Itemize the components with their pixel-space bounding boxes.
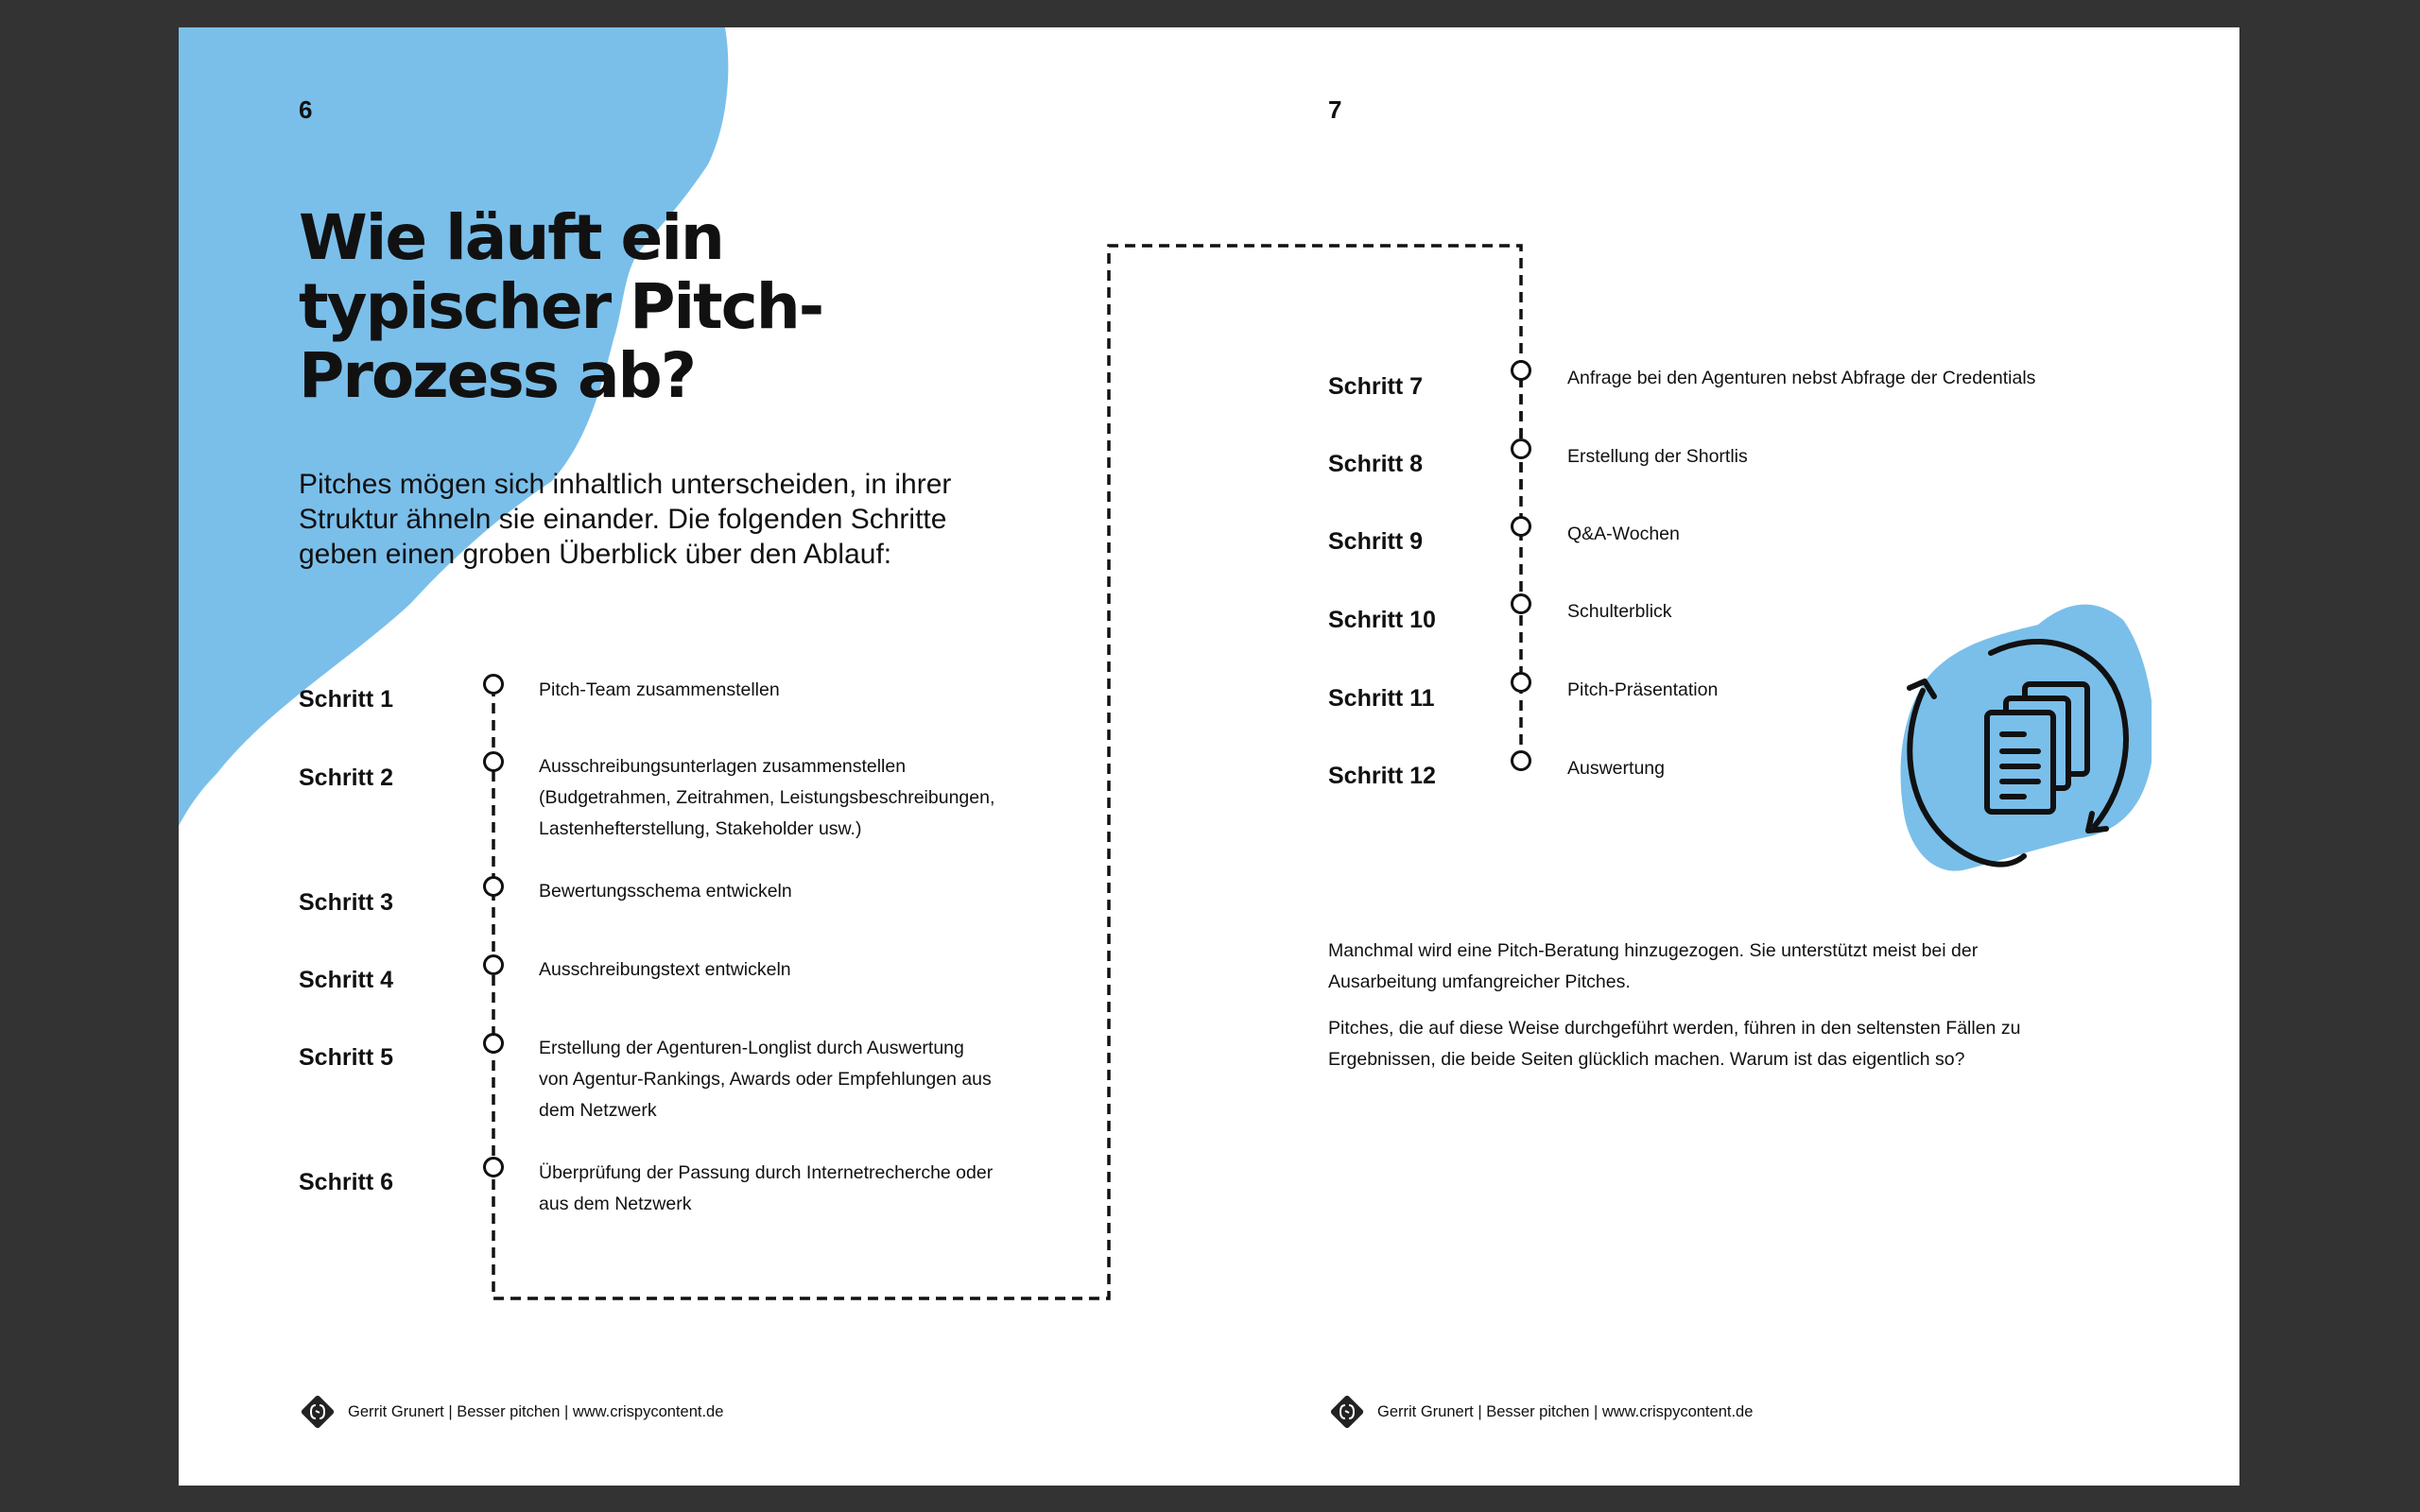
step-description [539,1033,992,1126]
step-label: Schritt 12 [1328,763,1436,789]
step-node-icon [1511,672,1531,693]
title-line: Wie läuft ein [299,201,723,274]
step-description-line: Bewertungsschema entwickeln [539,881,792,902]
step-description [539,1158,993,1220]
intro-paragraph [299,467,1074,572]
title-line: Prozess ab? [299,339,696,412]
step-node-icon [483,1157,504,1177]
step-description-line: (Budgetrahmen, Zeitrahmen, Leistungsbeschreibungen, [539,787,995,808]
step-label: Schritt 5 [299,1044,394,1071]
note-paragraph [1328,1013,2103,1075]
step-description [539,876,792,907]
step-description-line: Auswertung [1567,758,1665,779]
footer-left [299,1393,723,1431]
note-line: Manchmal wird eine Pitch-Beratung hinzugezogen. Sie unterstützt meist bei der [1328,940,1979,961]
step-node-icon [1511,438,1531,459]
crispycontent-logo-icon [1328,1393,1366,1431]
step-description [539,675,780,706]
note-line: Ergebnissen, die beide Seiten glücklich machen. Warum ist das eigentlich so? [1328,1049,1965,1070]
crispycontent-logo-icon [299,1393,337,1431]
step-description [1567,441,1748,472]
step-label: Schritt 3 [299,889,394,916]
step-description-line: Lastenhefterstellung, Stakeholder usw.) [539,818,862,839]
step-label: Schritt 1 [299,686,394,713]
step-node-icon [1511,750,1531,771]
footer-text: Gerrit Grunert | Besser pitchen | www.crispycontent.de [1377,1402,1754,1420]
intro-line: Pitches mögen sich inhaltlich unterscheiden, in ihrer [299,469,952,500]
footer-text: Gerrit Grunert | Besser pitchen | www.crispycontent.de [348,1402,724,1420]
step-description-line: Pitch-Team zusammenstellen [539,679,780,700]
step-label: Schritt 4 [299,967,394,993]
step-description [1567,753,1665,784]
intro-line: geben einen groben Überblick über den Ablauf: [299,539,892,570]
step-label: Schritt 2 [299,765,394,791]
note-line: Pitches, die auf diese Weise durchgeführt werden, führen in den seltensten Fällen zu [1328,1018,2021,1039]
page-title [299,203,1017,410]
footer-right [1328,1393,1753,1431]
note-line: Ausarbeitung umfangreicher Pitches. [1328,971,1631,992]
intro-line: Struktur ähneln sie einander. Die folgenden Schritte [299,504,947,535]
page-number-right: 7 [1328,95,1342,124]
step-description [1567,363,2035,394]
step-description-line: Ausschreibungstext entwickeln [539,959,791,980]
step-description [539,751,994,845]
step-description-line: Q&A-Wochen [1567,524,1680,544]
step-description-line: dem Netzwerk [539,1100,657,1121]
step-node-icon [483,954,504,975]
step-label: Schritt 11 [1328,685,1435,712]
note-paragraph [1328,936,2103,998]
step-description [1567,519,1680,550]
step-description-line: Schulterblick [1567,601,1672,622]
step-description-line: Erstellung der Agenturen-Longlist durch Auswertung [539,1038,964,1058]
step-description [1567,675,1718,706]
step-description [539,954,791,986]
step-label: Schritt 6 [299,1169,394,1195]
step-description [1567,596,1672,627]
step-node-icon [1511,593,1531,614]
step-description-line: Ausschreibungsunterlagen zusammenstellen [539,756,907,777]
step-description-line: Überprüfung der Passung durch Internetrecherche oder [539,1162,994,1183]
document-spread [179,27,2239,1486]
step-description-line: Pitch-Präsentation [1567,679,1719,700]
step-label: Schritt 7 [1328,373,1424,400]
step-label: Schritt 8 [1328,451,1424,477]
document-refresh-icon [1896,587,2152,880]
step-node-icon [1511,516,1531,537]
step-node-icon [1511,360,1531,381]
step-node-icon [483,876,504,897]
step-description-line: Anfrage bei den Agenturen nebst Abfrage der Credentials [1567,368,2036,388]
title-line: typischer Pitch- [299,270,823,343]
step-node-icon [483,674,504,695]
page-number-left: 6 [299,95,313,124]
step-description-line: Erstellung der Shortlis [1567,446,1748,467]
step-description-line: aus dem Netzwerk [539,1194,692,1214]
step-description-line: von Agentur-Rankings, Awards oder Empfehlungen aus [539,1069,992,1090]
step-label: Schritt 10 [1328,607,1436,633]
step-node-icon [483,751,504,772]
step-node-icon [483,1033,504,1054]
step-label: Schritt 9 [1328,528,1424,555]
